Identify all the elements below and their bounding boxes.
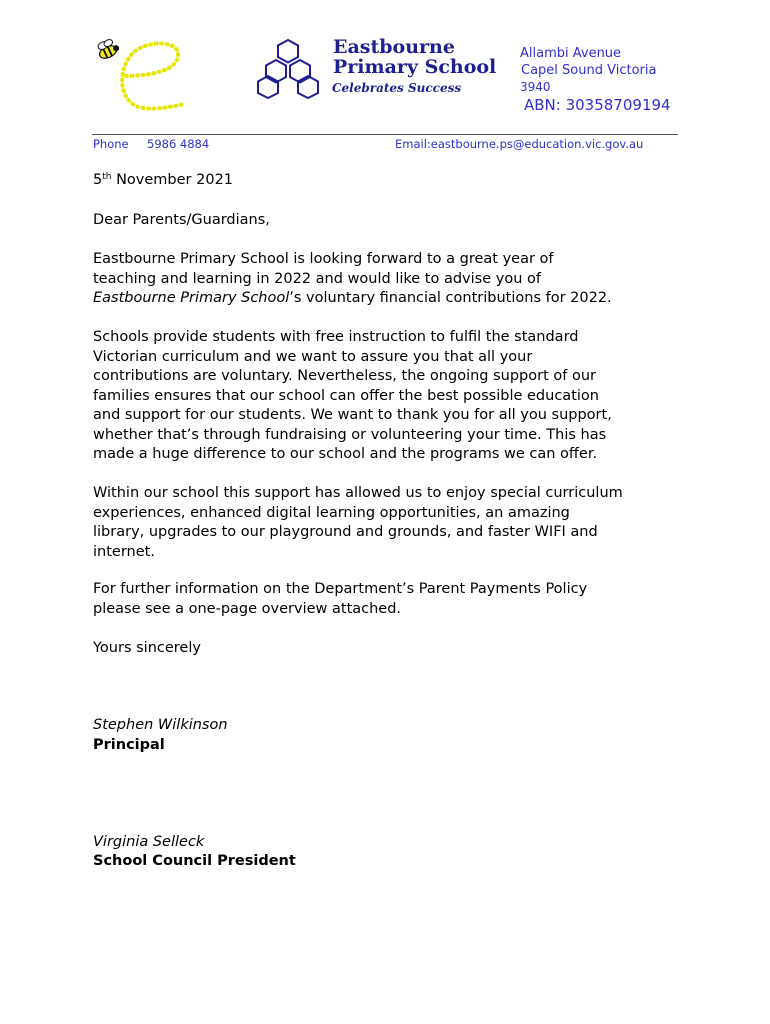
school-name-italic: Eastbourne Primary School — [93, 290, 290, 306]
signatory-council-name: Virginia Selleck — [93, 834, 205, 850]
paragraph-policy — [93, 580, 587, 619]
paragraph-line: and support for our students. We want to thank you for all you support, — [93, 407, 612, 423]
header-divider — [92, 134, 678, 135]
closing: Yours sincerely — [93, 640, 201, 656]
address-postcode: 3940 — [520, 80, 551, 94]
school-tagline: Celebrates Success — [332, 81, 462, 95]
school-name-line2: Primary School — [333, 56, 497, 78]
address-line-1: Allambi Avenue — [520, 46, 622, 61]
address-line-2: Capel Sound Victoria — [521, 63, 657, 78]
paragraph-line: experiences, enhanced digital learning opportunities, an amazing — [93, 504, 570, 521]
paragraph-line: please see a one-page overview attached. — [93, 600, 402, 617]
paragraph-support — [93, 484, 623, 562]
paragraph-intro — [93, 250, 612, 309]
paragraph-line — [93, 289, 612, 309]
paragraph-line: whether that’s through fundraising or volunteering your time. This has — [93, 426, 607, 443]
letter-date — [93, 171, 233, 191]
signatory-council-title: School Council President — [93, 853, 296, 869]
email-address[interactable]: Email:eastbourne.ps@education.vic.gov.au — [395, 137, 644, 151]
paragraph-line: made a huge difference to our school and the programs we can offer. — [93, 446, 598, 462]
salutation: Dear Parents/Guardians, — [93, 212, 270, 228]
signatory-principal-name: Stephen Wilkinson — [93, 717, 228, 733]
signatory-principal-title: Principal — [93, 737, 165, 753]
paragraph-line: For further information on the Department’s Parent Payments Policy — [93, 581, 588, 597]
date-suffix: th — [102, 172, 112, 182]
hexagon-logo — [254, 38, 336, 100]
abn-number: ABN: 30358709194 — [524, 96, 671, 114]
date-month-year: November 2021 — [111, 172, 234, 188]
school-name-line1: Eastbourne — [333, 36, 455, 58]
phone-label: Phone — [93, 137, 129, 151]
paragraph-line: families ensures that our school can offer the best possible education — [93, 387, 599, 404]
paragraph-line: Schools provide students with free instruction to fulfil the standard — [93, 329, 579, 345]
paragraph-line: library, upgrades to our playground and grounds, and faster WIFI and — [93, 524, 598, 540]
paragraph-line-tail: ’s voluntary financial contributions for 2022. — [289, 290, 612, 306]
paragraph-voluntary — [93, 328, 612, 465]
paragraph-line: contributions are voluntary. Nevertheless, the ongoing support of our — [93, 368, 596, 384]
phone-number: 5986 4884 — [147, 137, 210, 151]
paragraph-line: Within our school this support has allowed us to enjoy special curriculum — [93, 485, 623, 501]
paragraph-line: teaching and learning in 2022 and would like to advise you of — [93, 270, 541, 287]
date-day: 5 — [93, 172, 103, 188]
paragraph-line: internet. — [93, 543, 155, 560]
bee-e-logo — [86, 36, 196, 114]
paragraph-line: Victorian curriculum and we want to assure you that all your — [93, 348, 533, 365]
paragraph-line: Eastbourne Primary School is looking forward to a great year of — [93, 251, 554, 267]
